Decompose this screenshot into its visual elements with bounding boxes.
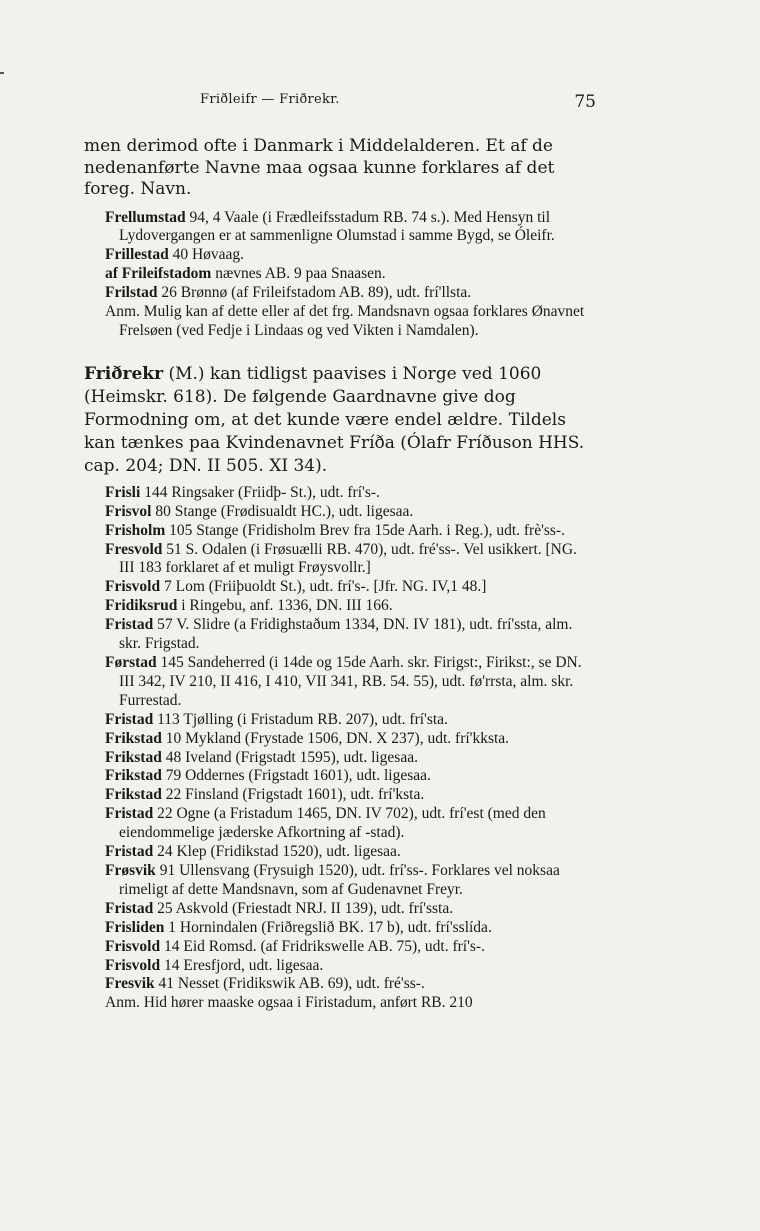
entry [105, 578, 596, 597]
spacer [84, 341, 596, 363]
entry-head: Fristad [105, 843, 154, 861]
entry-text: 79 Oddernes (Frigstadt 1601), udt. ligesaa. [161, 767, 431, 785]
entry-text: 14 Eresfjord, udt. ligesaa. [160, 956, 324, 974]
entry-text: 57 V. Slidre (a Fridighstaðum 1334, DN. IV 181), udt. frí'ssta, alm. skr. Frigstad. [119, 616, 573, 653]
running-header: Friðleifr — Friðrekr. [200, 92, 340, 107]
entry [105, 749, 596, 768]
note-text: Anm. Mulig kan af dette eller af det frg. Mandsnavn ogsaa forklares Ønavnet Frelsøen (ved Fedje i Lindaas og ved Vikten i Namdalen). [105, 303, 585, 339]
entry [105, 246, 596, 265]
entry [105, 938, 596, 957]
entry-head: Frillestad [105, 246, 169, 264]
entry-text: 51 S. Odalen (i Frøsuælli RB. 470), udt. fré'ss-. Vel usikkert. [NG. III 183 forklaret af et muligt Frøysvollr.] [119, 540, 577, 577]
entry-text: 10 Mykland (Frystade 1506, DN. X 237), udt. frí'kksta. [161, 729, 510, 747]
entry-head: Frellumstad [105, 208, 186, 226]
intro-paragraph: men derimod ofte i Danmark i Middelalderen. Et af de nedenanførte Navne maa ogsaa kunne forklares af det foreg. Navn. [84, 136, 555, 199]
entry [105, 843, 596, 862]
entry-head: Frisvold [105, 956, 161, 974]
entry-text: 41 Nesset (Fridikswik AB. 69), udt. fré'ss-. [154, 975, 425, 993]
entry [105, 805, 596, 843]
entry [105, 484, 596, 503]
entry-head: Frikstad [105, 748, 162, 766]
entry-head: Frøsvik [105, 861, 156, 879]
note-text: Anm. Hid hører maaske ogsaa i Firistadum, anført RB. 210 [105, 994, 473, 1012]
entry [105, 503, 596, 522]
entry-head: Frikstad [105, 786, 162, 804]
entry-text: 80 Stange (Frødisualdt HC.), udt. ligesaa. [151, 502, 414, 520]
note [105, 303, 596, 341]
entry-text: 91 Ullensvang (Frysuigh 1520), udt. frí'ss-. Forklares vel noksaa rimeligt af dette Mandsnavn, som af Gudenavnet Freyr. [119, 861, 560, 898]
entry-head: Frisholm [105, 521, 166, 539]
entry-head: Frikstad [105, 767, 162, 785]
entry-head: Frisvol [105, 502, 152, 520]
entry [105, 616, 596, 654]
entry [105, 900, 596, 919]
entry-text: 22 Ogne (a Fristadum 1465, DN. IV 702), udt. frí'est (med den eiendommelige jæderske Afkortning af -stad). [119, 805, 546, 842]
entry [105, 767, 596, 786]
entry-text: i Ringebu, anf. 1336, DN. III 166. [177, 597, 393, 615]
entry-text: 48 Iveland (Frigstadt 1595), udt. ligesaa. [161, 748, 418, 766]
entry [105, 786, 596, 805]
entry-text: 22 Finsland (Frigstadt 1601), udt. frí'ksta. [161, 786, 425, 804]
entry-text: 7 Lom (Friiþuoldt St.), udt. frí's-. [Jfr. NG. IV,1 48.] [160, 578, 487, 596]
entry-head: Frisli [105, 483, 141, 501]
entry [105, 209, 596, 247]
entry-head: Fresvold [105, 540, 163, 558]
entry-text: nævnes AB. 9 paa Snaasen. [211, 265, 386, 283]
entry-text: 26 Brønnø (af Frileifstadom AB. 89), udt. frí'llsta. [157, 284, 472, 302]
entry [105, 522, 596, 541]
entry [105, 284, 596, 303]
entry [105, 711, 596, 730]
entry [105, 957, 596, 976]
entry [105, 541, 596, 579]
entry-head: Frilstad [105, 284, 158, 302]
entry-text: 24 Klep (Fridikstad 1520), udt. ligesaa. [153, 843, 401, 861]
entry-text: 94, 4 Vaale (i Frædleifsstadum RB. 74 s.). Med Hensyn til Lydovergangen er at sammenligne Olumstad i samme Bygd, se Óleifr. [119, 208, 555, 245]
entry [105, 975, 596, 994]
entry-text: 25 Askvold (Friestadt NRJ. II 139), udt. frí'ssta. [153, 899, 454, 917]
entry-head: Fridiksrud [105, 597, 178, 615]
entry-text: 144 Ringsaker (Friidþ- St.), udt. frí's-. [140, 483, 380, 501]
entry [105, 862, 596, 900]
entry-text: 105 Stange (Fridisholm Brev fra 15de Aarh. i Reg.), udt. frè'ss-. [165, 521, 565, 539]
entry-text: 145 Sandeherred (i 14de og 15de Aarh. skr. Firigst:, Firikst:, se DN. III 342, IV 210, II 416, I 410, VII 341, RB. 54. 55), udt. fø'rrsta, alm. skr. Furrestad. [119, 654, 582, 709]
entry-head: Fresvik [105, 975, 155, 993]
entry [105, 597, 596, 616]
edge-mark [0, 72, 4, 74]
entry-head: Fristad [105, 805, 154, 823]
fridrekr-head: Friðrekr [84, 363, 164, 384]
entry-head: Fristad [105, 710, 154, 728]
entry-head: Frisvold [105, 578, 161, 596]
entry [105, 654, 596, 711]
entry-head: Frikstad [105, 729, 162, 747]
entry-text: 1 Hornindalen (Friðregslið BK. 17 b), udt. frí'sslída. [164, 918, 492, 936]
entry [105, 730, 596, 749]
entry-list-1 [84, 209, 596, 341]
entry-head: af Frileifstadom [105, 265, 212, 283]
note [105, 994, 596, 1013]
entry [105, 265, 596, 284]
fridrekr-paragraph [84, 363, 596, 478]
entry-head: Fristad [105, 899, 154, 917]
entry-text: 113 Tjølling (i Fristadum RB. 207), udt. frí'sta. [153, 710, 448, 728]
entry-head: Frisvold [105, 937, 161, 955]
entry-head: Frisliden [105, 918, 165, 936]
page-number: 75 [574, 92, 596, 112]
entry-head: Førstad [105, 654, 157, 671]
fridrekr-text: (M.) kan tidligst paavises i Norge ved 1060 (Heimskr. 618). De følgende Gaardnavne give dog Formodning om, at det kunde være endel ældre. Tildels kan tænkes paa Kvindenavnet Fríða (Ólafr Fríðuson HHS. cap. 204; DN. II 505. XI 34). [84, 363, 585, 476]
entry-text: 40 Høvaag. [168, 246, 245, 264]
entry-head: Fristad [105, 616, 154, 634]
page-body [84, 136, 596, 1013]
entry [105, 919, 596, 938]
entry-list-2 [84, 484, 596, 1013]
entry-text: 14 Eid Romsd. (af Fridrikswelle AB. 75), udt. frí's-. [160, 937, 485, 955]
